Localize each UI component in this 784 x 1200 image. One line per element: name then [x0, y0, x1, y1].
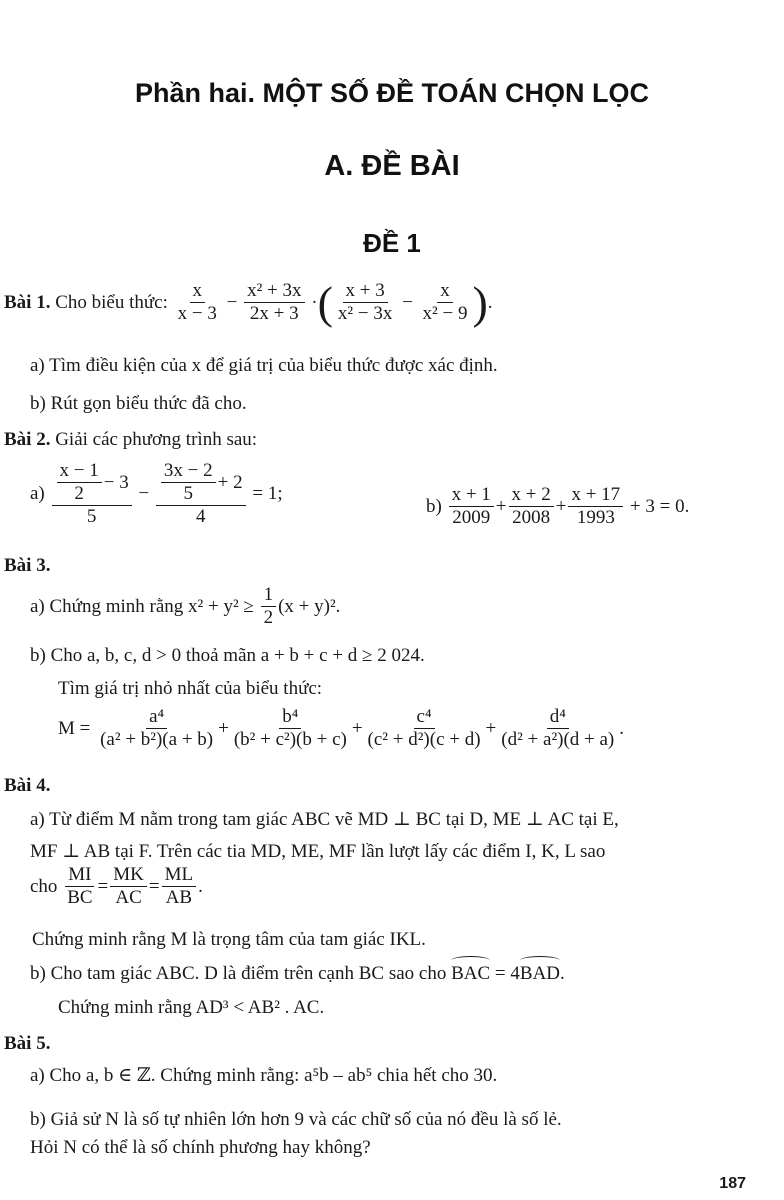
bai4-ratios: cho $\frac{MI}{BC}$ = $\frac{MK}{AC}$ = $\frac{ML}{AB}$ .	[30, 864, 203, 908]
bai2-equation-a: a) $\frac{x - 1}{2}$ − 3 5 − $\frac{3x - 2}{5}$ + 2 4 = 1;	[30, 460, 283, 527]
angle-bad: BAD	[519, 963, 561, 984]
fraction: $\frac{\text{x² + 3x}}{2x + 3}$	[244, 280, 304, 325]
bai1-intro: Cho biểu thức:	[55, 291, 168, 313]
bai3-expression-M: M = $\frac{\text{a⁴}}{\text{(a² + b²)(a + b)}}$ + $\frac{\text{b⁴}}{\text{(b² + c²)(b + c)}}$ + $\frac{\text{c⁴}}{\text{(c² + d²)(c + d)}}$ + $\frac{\text{d⁴}}{\text{(d² + a²)(d + a)}}$ .	[58, 706, 625, 750]
bai2-intro: Giải các phương trình sau:	[55, 429, 258, 450]
fraction: $\frac{\text{a⁴}}{\text{(a² + b²)(a + b)}}$	[100, 706, 214, 750]
bai4-part-b-line1: b) Cho tam giác ABC. D là điểm trên cạnh BC sao cho BAC = 4BAD.	[30, 963, 565, 984]
section-title: A. ĐỀ BÀI	[324, 150, 460, 182]
bai4-part-b-line2: Chứng minh rằng AD³ < AB² . AC.	[58, 997, 325, 1018]
fraction: $\frac{x}{x - 3}$	[177, 280, 217, 324]
fraction: $\frac{MI}{BC}$	[67, 864, 93, 908]
bai2-label: Bài 2.	[4, 429, 51, 450]
bai3-part-b-line1: b) Cho a, b, c, d > 0 thoả mãn a + b + c + d ≥ 2 024.	[30, 645, 425, 666]
fraction: $\frac{\text{b⁴}}{\text{(b² + c²)(b + c)}}$	[233, 706, 347, 750]
fraction: $\frac{1}{2}$	[261, 584, 277, 629]
bai2-heading	[4, 428, 257, 452]
fraction: $\frac{x + 17}{1993}$	[568, 484, 623, 529]
fraction: $\frac{x + 1}{2009}$	[449, 484, 494, 529]
fraction: $\frac{x + 3}{\text{x² − 3x}}$	[337, 280, 393, 324]
part-label: b)	[426, 495, 442, 517]
bai4-part-a-line4: Chứng minh rằng M là trọng tâm của tam giác IKL.	[32, 929, 426, 950]
compound-fraction: $\frac{3x - 2}{5}$ + 2 4	[156, 460, 246, 528]
fraction: $\frac{x + 2}{2008}$	[509, 484, 554, 529]
fraction: $\frac{\text{c⁴}}{\text{(c² + d²)(c + d)}}$	[367, 706, 481, 750]
bai5-part-a: a) Cho a, b ∈ ℤ. Chứng minh rằng: a⁵b – ab⁵ chia hết cho 30.	[30, 1065, 498, 1086]
bai1-expression: Bài 1. Cho biểu thức: $\frac{x}{x - 3}$ − $\frac{\text{x² + 3x}}{2x + 3}$ · ( $\frac{x + 3}{\text{x² − 3x}}$ − $\frac{x}{\text{x² − 9}}$ ) .	[4, 276, 493, 328]
bai4-part-a-line2: MF ⊥ AB tại F. Trên các tia MD, ME, MF lần lượt lấy các điểm I, K, L sao	[30, 841, 606, 862]
bai5-label: Bài 5.	[4, 1033, 51, 1054]
bai1-label: Bài 1.	[4, 291, 51, 313]
bai3-label: Bài 3.	[4, 555, 51, 576]
angle-bac: BAC	[451, 963, 491, 984]
fraction: $\frac{x}{\text{x² − 9}}$	[422, 280, 468, 324]
part-label: a)	[30, 483, 45, 504]
bai1-part-b: b) Rút gọn biểu thức đã cho.	[30, 393, 247, 414]
part-title: Phần hai. MỘT SỐ ĐỀ TOÁN CHỌN LỌC	[134, 78, 650, 108]
bai4-label: Bài 4.	[4, 775, 51, 796]
bai5-part-b-line2: Hỏi N có thể là số chính phương hay không?	[30, 1137, 371, 1158]
bai4-part-a-line1: a) Từ điểm M nằm trong tam giác ABC vẽ MD ⊥ BC tại D, ME ⊥ AC tại E,	[30, 809, 619, 830]
bai3-part-b-line2: Tìm giá trị nhỏ nhất của biểu thức:	[58, 678, 323, 699]
bai1-part-a: a) Tìm điều kiện của x để giá trị của biểu thức được xác định.	[30, 355, 498, 376]
page-number: 187	[719, 1175, 746, 1192]
bai5-part-b-line1: b) Giả sử N là số tự nhiên lớn hơn 9 và các chữ số của nó đều là số lẻ.	[30, 1109, 562, 1130]
compound-fraction: $\frac{x - 1}{2}$ − 3 5	[52, 460, 132, 528]
fraction: $\frac{MK}{AC}$	[110, 864, 147, 909]
bai3-part-a: a) Chứng minh rằng x² + y² ≥ $\frac{1}{2}$ (x + y)².	[30, 584, 341, 628]
fraction: $\frac{ML}{AB}$	[162, 864, 197, 909]
exam-title: ĐỀ 1	[363, 228, 421, 258]
fraction: $\frac{\text{d⁴}}{\text{(d² + a²)(d + a)}}$	[501, 706, 615, 750]
bai2-equation-b: b) $\frac{x + 1}{2009}$ + $\frac{x + 2}{2008}$ + $\frac{x + 17}{1993}$ + 3 = 0.	[426, 484, 690, 528]
